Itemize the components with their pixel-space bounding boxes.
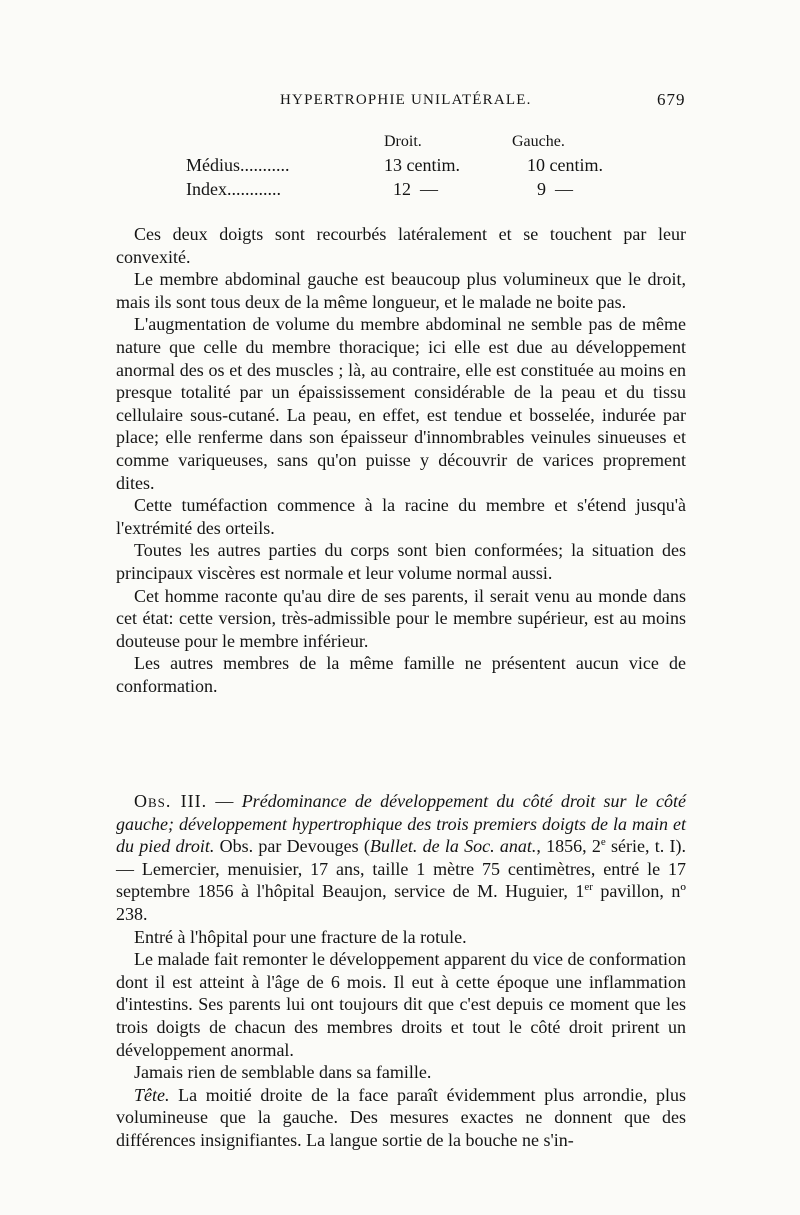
- serie-superscript: e: [600, 836, 606, 849]
- patient-details: série, t. I). — Lemercier, menuisier, 17 ans, taille 1 mètre 75 centimètres, entré le 17 septembre 1856 à l'hôpital Beaujon, service de M. Huguier, 1: [116, 836, 686, 902]
- observation-heading: [116, 790, 686, 926]
- observation-section: [116, 790, 686, 1152]
- tete-paragraph: [116, 1084, 686, 1152]
- row-index-gauche: 9 —: [537, 179, 573, 199]
- column-header-gauche: Gauche.: [512, 133, 565, 150]
- paragraph: Le membre abdominal gauche est beaucoup plus volumineux que le droit, mais ils sont tous deux de la même longueur, et le malade ne boite pas.: [116, 269, 686, 312]
- main-text: [116, 223, 686, 697]
- observation-source: Obs. par Devouges (: [214, 836, 370, 857]
- pavillon-superscript: er: [584, 881, 593, 894]
- row-label-index: Index............: [186, 179, 281, 199]
- paragraph: Entré à l'hôpital pour une fracture de la rotule.: [134, 926, 467, 947]
- observation-dash: —: [207, 791, 242, 811]
- observation-source-rest: , 1856, 2: [536, 836, 601, 857]
- paragraph: Ces deux doigts sont recourbés latéralement et se touchent par leur convexité.: [116, 224, 686, 267]
- observation-label: Obs. III.: [134, 791, 208, 811]
- pavillon-number: pavillon, nº 238.: [116, 881, 687, 924]
- bulletin-reference: Bullet. de la Soc. anat.: [369, 836, 537, 857]
- column-header-droit: Droit.: [384, 133, 422, 150]
- tete-text: La moitié droite de la face paraît évidemment plus arrondie, plus volumineuse que la gauche. Des mesures exactes ne donnent que des différences insignifiantes. La langue sortie de la bouche ne s'in-: [116, 1084, 686, 1150]
- paragraph: Jamais rien de semblable dans sa famille.: [134, 1062, 432, 1083]
- paragraph: Cette tuméfaction commence à la racine du membre et s'étend jusqu'à l'extrémité des orteils.: [116, 495, 686, 538]
- paragraph: L'augmentation de volume du membre abdominal ne semble pas de même nature que celle du membre thoracique; ici elle est due au développement anormal des os et des muscles ; là, au contraire, elle est constituée au moins en presque totalité par un épaississement considérable de la peau et du tissu cellulaire sous-cutané. La peau, en effet, est tendue et bosselée, indurée par place; elle renferme dans son épaisseur d'innombrables veinules sinueuses et comme variqueuses, sans qu'on puisse y découvrir de varices proprement dites.: [116, 314, 686, 493]
- paragraph: Toutes les autres parties du corps sont bien conformées; la situation des principaux viscères est normale et leur volume normal aussi.: [116, 540, 686, 583]
- page-number: 679: [657, 90, 686, 109]
- row-medius-droit: 13 centim.: [384, 155, 460, 175]
- paragraph: Cet homme raconte qu'au dire de ses parents, il serait venu au monde dans cet état: cette version, très-admissible pour le membre supérieur, est au moins douteuse pour le membre inférieur.: [116, 585, 686, 651]
- tete-label: Tête.: [134, 1084, 170, 1105]
- running-head: HYPERTROPHIE UNILATÉRALE.: [280, 92, 532, 108]
- row-medius-gauche: 10 centim.: [527, 155, 603, 175]
- row-index-droit: 12 —: [393, 179, 438, 199]
- paragraph: Les autres membres de la même famille ne présentent aucun vice de conformation.: [116, 653, 686, 696]
- row-label-medius: Médius...........: [186, 155, 290, 175]
- paragraph: Le malade fait remonter le développement apparent du vice de conformation dont il est atteint à l'âge de 6 mois. Il eut à cette époque une inflammation d'intestins. Ses parents lui ont toujours dit que c'est depuis ce moment que les trois doigts de chacun des membres droits et tout le côté droit prirent un développement anormal.: [116, 949, 686, 1060]
- observation-title: Prédominance de développement du côté droit sur le côté gauche; développement hypertrophique des trois premiers doigts de la main et du pied droit.: [116, 791, 687, 857]
